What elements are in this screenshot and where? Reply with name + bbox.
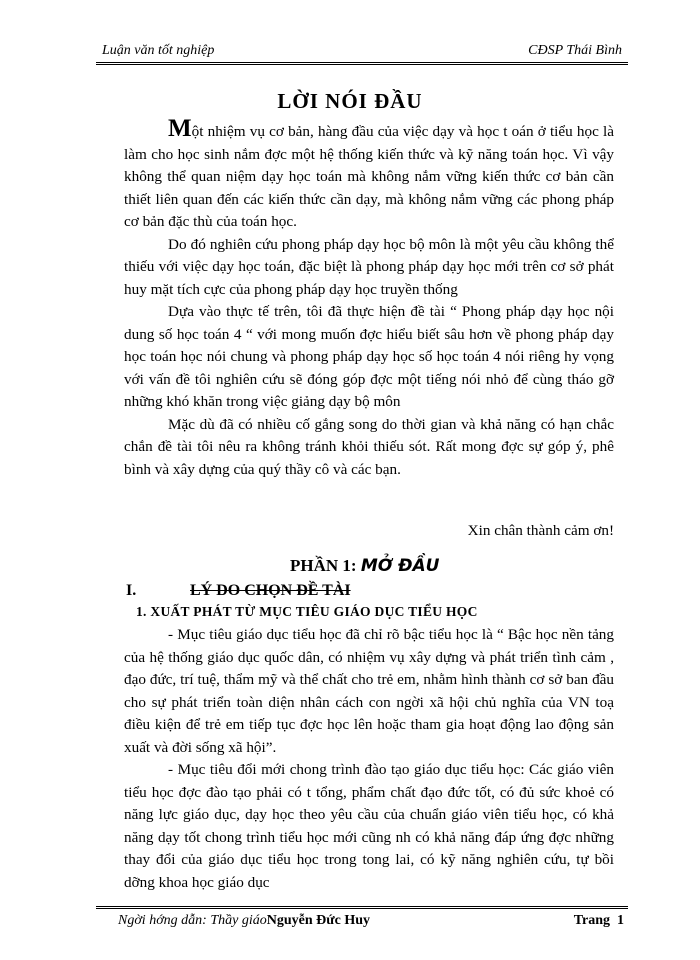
header-right: CĐSP Thái Bình — [528, 43, 622, 58]
preface — [124, 115, 614, 481]
advisor-label: Ngời hớng dẫn: Thầy giáo — [118, 913, 267, 928]
section-body — [124, 624, 614, 894]
page-header — [96, 40, 628, 65]
preface-paragraph-1 — [124, 115, 614, 234]
body-paragraph-2: - Mục tiêu đổi mới chong trình đào tạo giáo dục tiểu học: Các giáo viên tiểu học đợc đào tạo phải có t tổng, phẩm chất đạo đức tốt, có đủ sức khoẻ có năng lực giáo dục, dạy học theo yêu cầu của chuẩn giáo viên tiểu học, có khả năng dạy tốt chong trình tiểu học mới cũng nh có khả năng đáp ứng đợc những thay đổi của giáo dục tiểu học trong tong lai, có kỹ năng nghiên cứu, tự bồi dỡng khoa học giáo dục — [124, 761, 614, 891]
section-number: I. — [126, 582, 137, 599]
preface-paragraph-1-text: ột nhiệm vụ cơ bản, hàng đầu của việc dạy và học t oán ở tiểu học là làm cho học sinh nắm đợc một hệ thống kiến thức và kỹ năng toán học. Vì vậy không thể quan niệm dạy học toán mà không nắm vững kiến thức cơ bản cần thiết liên quan đến các kiến thức cần dạy, mà không nắm vững các phong pháp cơ bản đặc thù của toán học. — [124, 123, 614, 230]
page-label: Trang — [573, 913, 610, 928]
preface-paragraph-4: Mặc dù đã có nhiều cố gắng song do thời gian và khả năng có hạn chắc chắn đề tài tôi nêu ra không tránh khỏi thiếu sót. Rất mong đợc sự góp ý, phê bình và xây dựng của quý thầy cô và các bạn. — [124, 415, 614, 478]
part-name: MỞ ĐẦU — [360, 556, 440, 576]
page-num: 1 — [617, 913, 624, 928]
body-paragraph-1: - Mục tiêu giáo dục tiểu học đã chỉ rõ bậc tiểu học là “ Bậc học nền tảng của hệ thống giáo dục quốc dân, có nhiệm vụ xây dựng và phát triển tình cảm , đạo đức, trí tuệ, thẩm mỹ và thể chất cho trẻ em, nhằm hình thành cơ sở ban đầu cho sự phát triển toàn diện nhân cách con ngời xã hội chủ nghĩa của VN toạ điều kiện để trẻ em tiếp tục đợc học lên hoặc tham gia hoạt động lao động sản xuất và đời sống xã hội”. — [124, 626, 614, 756]
footer-advisor — [118, 913, 370, 929]
thanks-line: Xin chân thành cảm ơn! — [467, 522, 614, 539]
advisor-name: Nguyễn Đức Huy — [266, 913, 371, 928]
preface-paragraph-3: Dựa vào thực tế trên, tôi đã thực hiện đề tài “ Phong pháp dạy học nội dung số học toán 4 “ với mong muốn đợc hiểu biết sâu hơn về phong pháp dạy học toán học nói chung và phong pháp dạy học số học toán 4 nói riêng hy vọng với vấn đề tôi nghiên cứu sẽ đóng góp đợc một tiếng nói nhỏ để cùng tháo gỡ những khó khăn trong việc giảng dạy bộ môn — [124, 303, 614, 410]
page-title: LỜI NÓI ĐẦU — [277, 89, 423, 113]
part-heading — [290, 556, 439, 576]
preface-paragraph-2: Do đó nghiên cứu phong pháp dạy học bộ môn là một yêu cầu không thể thiếu với việc dạy học toán, đặc biệt là phong pháp dạy học mới trên cơ sở phát huy mặt tích cực của phong pháp dạy học truyền thống — [124, 235, 614, 298]
section-heading — [126, 582, 351, 600]
subsection-heading: 1. XUẤT PHÁT TỪ MỤC TIÊU GIÁO DỤC TIỂU HỌC — [136, 604, 478, 619]
header-left: Luận văn tốt nghiệp — [102, 43, 215, 58]
page-footer — [96, 906, 628, 929]
part-label: PHẦN 1: — [290, 556, 357, 575]
section-title: LÝ DO CHỌN ĐỀ TÀI — [190, 582, 351, 599]
page-number — [574, 913, 624, 929]
drop-cap: M — [168, 115, 192, 142]
